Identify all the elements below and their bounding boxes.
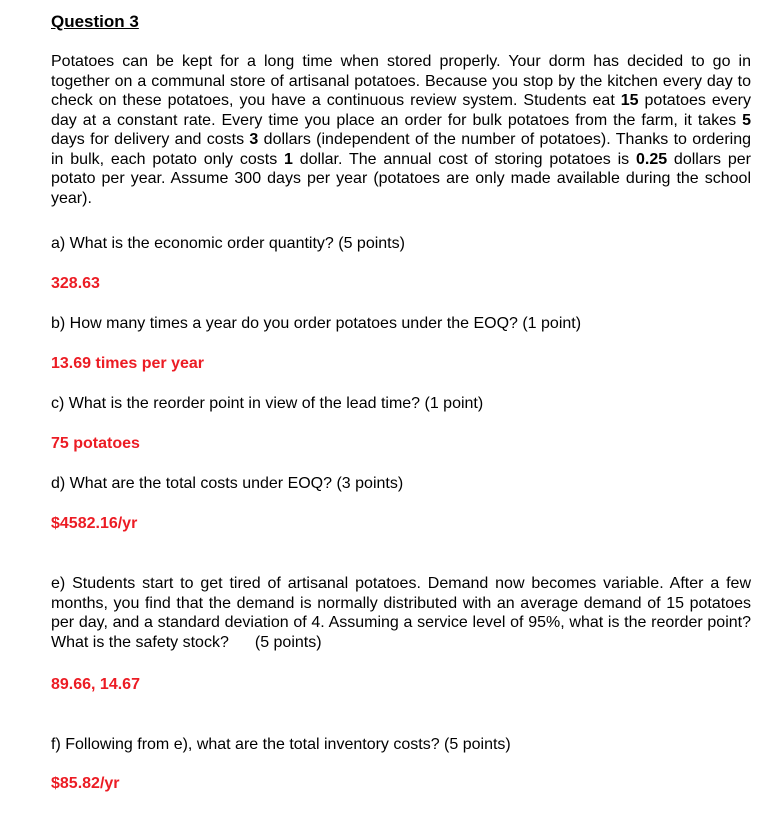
answer-f: $85.82/yr [51,775,120,792]
question-e [51,574,751,652]
answer-d: $4582.16/yr [51,515,138,532]
intro-value-unit-cost: 1 [284,150,293,168]
intro-value-daily-demand: 15 [620,92,639,109]
question-heading: Question 3 [51,12,139,31]
question-a: a) What is the economic order quantity? (5 points) [51,235,405,252]
answer-e: 89.66, 14.67 [51,676,140,693]
problem-statement [51,52,751,208]
question-b: b) How many times a year do you order potatoes under the EOQ? (1 point) [51,315,582,332]
question-f: f) Following from e), what are the total inventory costs? (5 points) [51,736,511,753]
intro-text-2: potatoes every day at a constant rate. Every time you place an order for bulk potatoes from the farm, it takes [51,92,751,129]
intro-text-3: days for delivery and costs [51,131,250,148]
question-e-text: e) Students start to get tired of artisanal potatoes. Demand now becomes variable. After a few months, you find that the demand is normally distributed with an average demand of 15 potatoes per day, and a standard deviation of 4. Assuming a service level of 95%, what is the reorder point? What is the safety stock? [51,575,751,651]
answer-c: 75 potatoes [51,435,140,452]
question-e-points: (5 points) [254,633,322,651]
intro-text-6: dollars per potato per year. Assume 300 days per year (potatoes are only made available during the school year). [51,150,752,207]
intro-text-1: Potatoes can be kept for a long time when stored properly. Your dorm has decided to go in together on a communal store of artisanal potatoes. Because you stop by the kitchen every day to check on these potatoes, you have a continuous review system. Students eat [51,53,751,109]
intro-text-4: dollars (independent of the number of potatoes). Thanks to ordering in bulk, each potato only costs [51,131,751,168]
question-c: c) What is the reorder point in view of the lead time? (1 point) [51,395,484,412]
intro-value-holding-cost: 0.25 [635,150,668,168]
intro-text-5: dollar. The annual cost of storing potatoes is [292,150,636,168]
answer-a: 328.63 [51,275,100,292]
question-d: d) What are the total costs under EOQ? (3 points) [51,475,404,492]
answer-b: 13.69 times per year [51,355,204,372]
intro-value-lead-time: 5 [742,111,751,129]
intro-value-order-cost: 3 [249,131,259,148]
